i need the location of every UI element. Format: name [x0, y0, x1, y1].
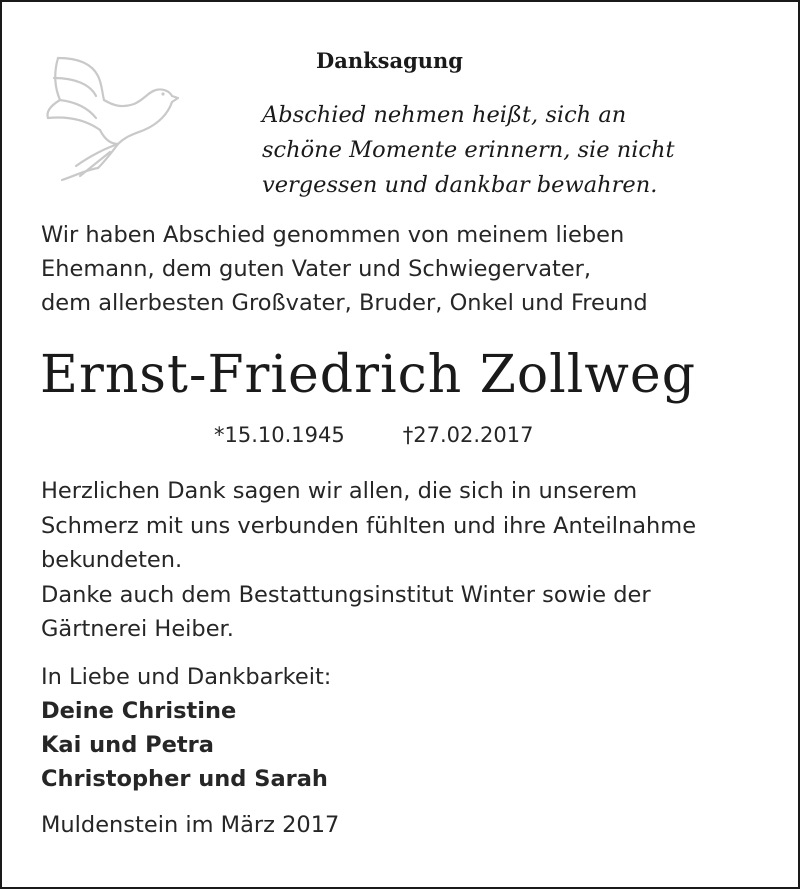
memorial-quote — [262, 98, 782, 203]
signers-list — [41, 694, 328, 796]
deceased-name: Ernst-Friedrich Zollweg — [40, 345, 696, 405]
signer-name: Deine Christine — [41, 698, 237, 724]
signer-name: Christopher und Sarah — [41, 766, 328, 792]
notice-heading: Danksagung — [316, 48, 463, 73]
signer-name: Kai und Petra — [41, 732, 214, 758]
quote-line: Abschied nehmen heißt, sich an — [262, 102, 627, 128]
dove-icon — [40, 48, 180, 188]
death-date: †27.02.2017 — [402, 423, 534, 447]
thanks-line: bekundeten. — [41, 547, 183, 573]
thanks-text — [41, 474, 696, 647]
thanks-line: Herzlichen Dank sagen wir allen, die sich in unserem — [41, 478, 638, 504]
life-dates — [214, 423, 534, 447]
closing-phrase: In Liebe und Dankbarkeit: — [41, 664, 332, 690]
thanks-line: Schmerz mit uns verbunden fühlten und ihre Anteilnahme — [41, 512, 697, 539]
intro-line: Wir haben Abschied genommen von meinem lieben — [41, 222, 625, 248]
thanks-line: Danke auch dem Bestattungsinstitut Winter sowie der — [41, 581, 651, 608]
place-date: Muldenstein im März 2017 — [41, 812, 340, 838]
birth-date: *15.10.1945 — [214, 423, 345, 447]
intro-text — [41, 218, 648, 320]
quote-line: schöne Momente erinnern, sie nicht — [262, 137, 675, 163]
quote-line: vergessen und dankbar bewahren. — [262, 172, 658, 198]
thanks-line: Gärtnerei Heiber. — [41, 616, 234, 642]
intro-line: Ehemann, dem guten Vater und Schwiegervater, — [41, 256, 592, 282]
intro-line: dem allerbesten Großvater, Bruder, Onkel und Freund — [41, 290, 648, 316]
